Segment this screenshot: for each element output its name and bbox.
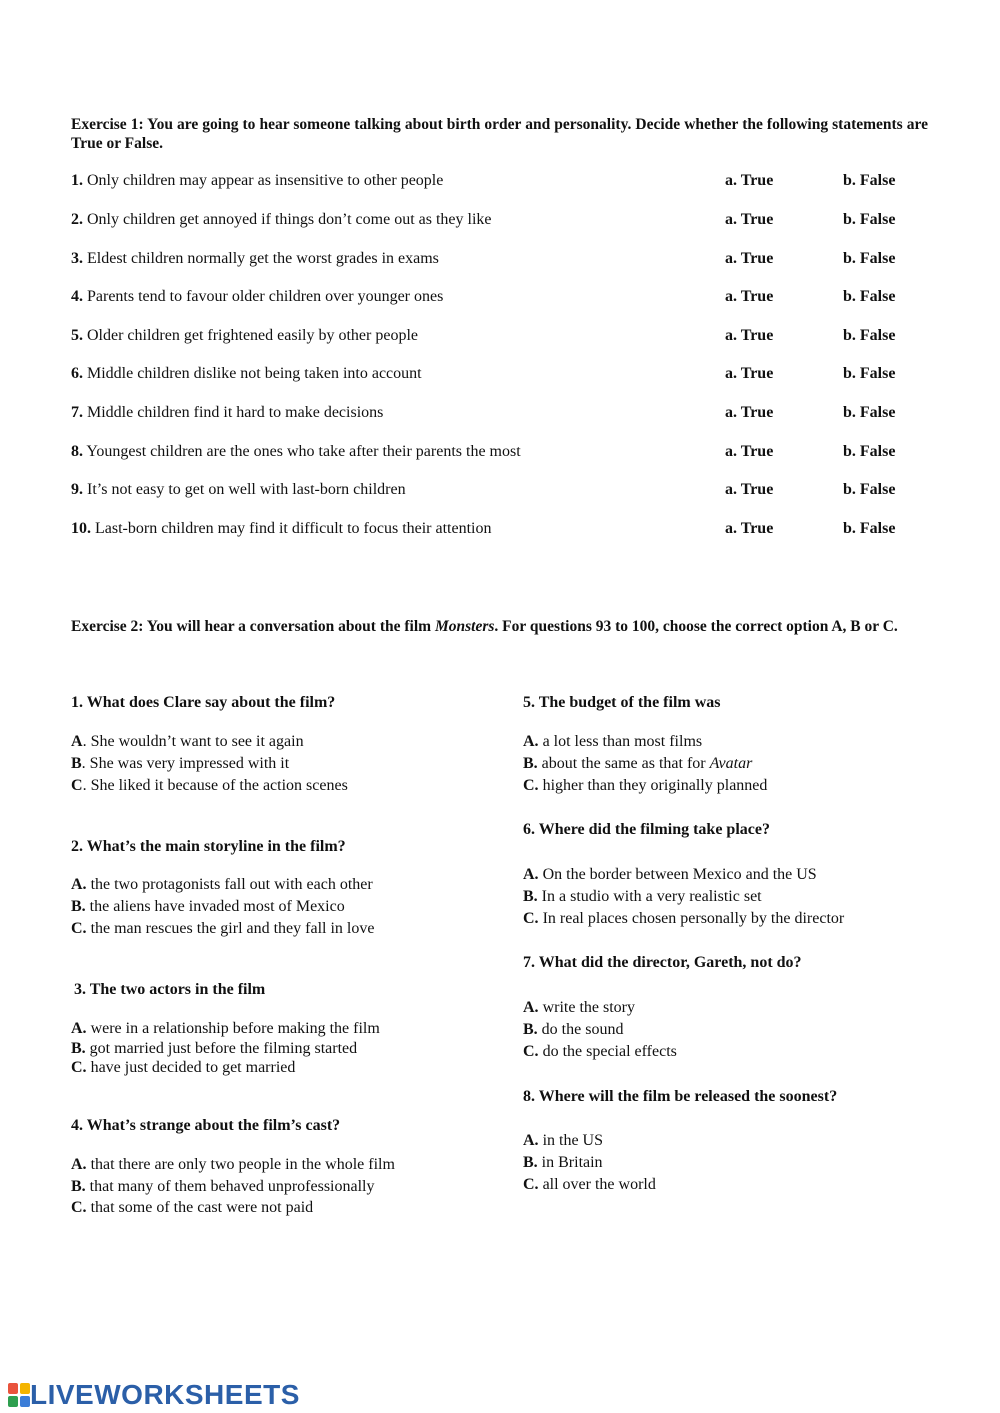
question-title: 2. What’s the main storyline in the film?	[71, 838, 346, 855]
option-letter: C	[71, 777, 83, 794]
tf-statement-row	[71, 250, 928, 272]
answer-option[interactable]	[523, 1021, 623, 1039]
tf-text: Middle children dislike not being taken into account	[87, 365, 422, 382]
tf-number: 2.	[71, 211, 83, 228]
true-option[interactable]: a. True	[725, 443, 774, 460]
option-letter: A.	[523, 866, 539, 883]
option-text: . She was very impressed with it	[81, 755, 290, 772]
false-option[interactable]: b. False	[843, 365, 896, 382]
option-letter: C.	[71, 920, 87, 937]
tf-statement	[71, 404, 383, 422]
option-text: write the story	[538, 999, 635, 1016]
true-option[interactable]: a. True	[725, 288, 774, 305]
option-letter: B.	[71, 898, 86, 915]
answer-option[interactable]	[523, 755, 752, 773]
exercise2-instruction	[71, 617, 928, 636]
answer-option[interactable]	[71, 876, 373, 894]
tf-number: 9.	[71, 481, 83, 498]
question-title: 5. The budget of the film was	[523, 694, 721, 711]
false-option[interactable]: b. False	[843, 250, 896, 267]
tf-text: It’s not easy to get on well with last-born children	[87, 481, 406, 498]
option-letter: A	[71, 733, 83, 750]
exercise2-instruction-pre: Exercise 2: You will hear a conversation about the film	[71, 618, 435, 635]
option-letter: B.	[71, 1178, 86, 1195]
tf-number: 5.	[71, 327, 83, 344]
tf-text: Youngest children are the ones who take after their parents the most	[86, 443, 521, 460]
question-title: 3. The two actors in the film	[74, 981, 266, 998]
true-option[interactable]: a. True	[725, 172, 774, 189]
answer-option[interactable]	[71, 755, 289, 773]
false-option[interactable]: b. False	[843, 211, 896, 228]
option-letter: B	[71, 755, 82, 772]
tf-text: Last-born children may find it difficult to focus their attention	[95, 520, 492, 537]
option-text: . She liked it because of the action scenes	[82, 777, 348, 794]
tf-statement	[71, 288, 443, 306]
option-text: in Britain	[537, 1154, 603, 1171]
option-text: . She wouldn’t want to see it again	[82, 733, 304, 750]
tf-text: Eldest children normally get the worst grades in exams	[87, 250, 439, 267]
true-option[interactable]: a. True	[725, 250, 774, 267]
false-option[interactable]: b. False	[843, 288, 896, 305]
answer-option[interactable]	[71, 733, 304, 751]
tf-statement-row	[71, 404, 928, 426]
tf-text: Only children get annoyed if things don’t come out as they like	[87, 211, 492, 228]
false-option[interactable]: b. False	[843, 443, 896, 460]
tf-statement	[71, 520, 492, 538]
answer-option[interactable]	[523, 866, 817, 884]
false-option[interactable]: b. False	[843, 520, 896, 537]
tf-text: Only children may appear as insensitive to other people	[87, 172, 444, 189]
liveworksheets-logo	[8, 1380, 300, 1410]
tf-number: 7.	[71, 404, 83, 421]
answer-option[interactable]	[71, 1059, 295, 1077]
tf-statement-row	[71, 327, 928, 349]
option-letter: B.	[523, 1021, 538, 1038]
answer-option[interactable]	[523, 1132, 603, 1150]
option-letter: A.	[71, 876, 87, 893]
answer-option[interactable]	[523, 888, 762, 906]
option-text: the two protagonists fall out with each other	[86, 876, 373, 893]
option-text: all over the world	[538, 1176, 656, 1193]
tf-text: Middle children find it hard to make decisions	[87, 404, 384, 421]
exercise1-instruction: Exercise 1: You are going to hear someone talking about birth order and personality. Decide whether the following statements are True or False.	[71, 116, 928, 152]
question-title: 6. Where did the filming take place?	[523, 821, 770, 838]
answer-option[interactable]	[71, 777, 348, 795]
logo-blocks-icon	[8, 1383, 30, 1407]
option-text: the man rescues the girl and they fall in love	[86, 920, 375, 937]
tf-text: Older children get frightened easily by other people	[87, 327, 418, 344]
answer-option[interactable]	[71, 1040, 357, 1058]
tf-statement	[71, 172, 443, 190]
tf-statement	[71, 365, 422, 383]
option-text: that some of the cast were not paid	[86, 1199, 314, 1216]
tf-statement	[71, 443, 521, 461]
option-letter: B.	[523, 1154, 538, 1171]
option-letter: C.	[71, 1199, 87, 1216]
tf-statement-row	[71, 365, 928, 387]
false-option[interactable]: b. False	[843, 327, 896, 344]
option-letter: C.	[523, 777, 539, 794]
option-text: got married just before the filming started	[85, 1040, 358, 1057]
option-text: In a studio with a very realistic set	[537, 888, 762, 905]
question-title: 4. What’s strange about the film’s cast?	[71, 1117, 341, 1134]
option-text: were in a relationship before making the film	[86, 1020, 380, 1037]
tf-statement	[71, 327, 418, 345]
option-letter: A.	[71, 1156, 87, 1173]
tf-statement	[71, 250, 439, 268]
option-italic-text: Avatar	[709, 755, 753, 772]
answer-option[interactable]	[71, 898, 345, 916]
true-option[interactable]: a. True	[725, 365, 774, 382]
tf-statement	[71, 481, 406, 499]
tf-number: 8.	[71, 443, 83, 460]
false-option[interactable]: b. False	[843, 404, 896, 421]
answer-option[interactable]	[523, 1176, 656, 1194]
option-text: the aliens have invaded most of Mexico	[85, 898, 345, 915]
answer-option[interactable]	[523, 777, 767, 795]
question-title: 8. Where will the film be released the soonest?	[523, 1088, 838, 1105]
answer-option[interactable]	[523, 999, 635, 1017]
answer-option[interactable]	[523, 733, 702, 751]
option-letter: A.	[71, 1020, 87, 1037]
tf-statement	[71, 211, 492, 229]
option-letter: A.	[523, 1132, 539, 1149]
answer-option[interactable]	[71, 1020, 380, 1038]
answer-option[interactable]	[71, 1156, 395, 1174]
option-text: that many of them behaved unprofessionally	[85, 1178, 375, 1195]
exercise2-film-title: Monsters	[434, 618, 495, 635]
question-title: 7. What did the director, Gareth, not do?	[523, 954, 802, 971]
option-letter: C.	[523, 1043, 539, 1060]
option-letter: B.	[523, 755, 538, 772]
answer-option[interactable]	[523, 1154, 603, 1172]
option-text: in the US	[538, 1132, 604, 1149]
false-option[interactable]: b. False	[843, 172, 896, 189]
option-text: have just decided to get married	[86, 1059, 296, 1076]
true-option[interactable]: a. True	[725, 481, 774, 498]
option-text: that there are only two people in the whole film	[86, 1156, 395, 1173]
answer-option[interactable]	[523, 910, 844, 928]
option-letter: C.	[523, 910, 539, 927]
tf-statement-row	[71, 520, 928, 542]
tf-statement-row	[71, 443, 928, 465]
option-letter: A.	[523, 733, 539, 750]
true-option[interactable]: a. True	[725, 327, 774, 344]
option-letter: A.	[523, 999, 539, 1016]
tf-statement-row	[71, 481, 928, 503]
true-option[interactable]: a. True	[725, 404, 774, 421]
option-text: do the sound	[537, 1021, 624, 1038]
option-text: a lot less than most films	[538, 733, 703, 750]
tf-number: 3.	[71, 250, 83, 267]
tf-number: 6.	[71, 365, 83, 382]
tf-statement-row	[71, 211, 928, 233]
option-text: higher than they originally planned	[538, 777, 768, 794]
option-text: about the same as that for	[537, 755, 710, 772]
option-letter: B.	[523, 888, 538, 905]
logo-text: LIVEWORKSHEETS	[30, 1379, 300, 1410]
answer-option[interactable]	[71, 1178, 374, 1196]
option-letter: C.	[523, 1176, 539, 1193]
option-text: In real places chosen personally by the director	[538, 910, 845, 927]
answer-option[interactable]	[71, 920, 374, 938]
option-letter: C.	[71, 1059, 87, 1076]
tf-number: 4.	[71, 288, 83, 305]
tf-statement-row	[71, 172, 928, 194]
true-option[interactable]: a. True	[725, 520, 774, 537]
tf-number: 10.	[71, 520, 91, 537]
question-title: 1. What does Clare say about the film?	[71, 694, 336, 711]
tf-number: 1.	[71, 172, 83, 189]
tf-statement-row	[71, 288, 928, 310]
option-letter: B.	[71, 1040, 86, 1057]
false-option[interactable]: b. False	[843, 481, 896, 498]
exercise2-instruction-post: . For questions 93 to 100, choose the correct option A, B or C.	[494, 618, 898, 635]
true-option[interactable]: a. True	[725, 211, 774, 228]
option-text: On the border between Mexico and the US	[538, 866, 817, 883]
answer-option[interactable]	[71, 1199, 313, 1217]
tf-text: Parents tend to favour older children over younger ones	[87, 288, 444, 305]
answer-option[interactable]	[523, 1043, 677, 1061]
option-text: do the special effects	[538, 1043, 677, 1060]
